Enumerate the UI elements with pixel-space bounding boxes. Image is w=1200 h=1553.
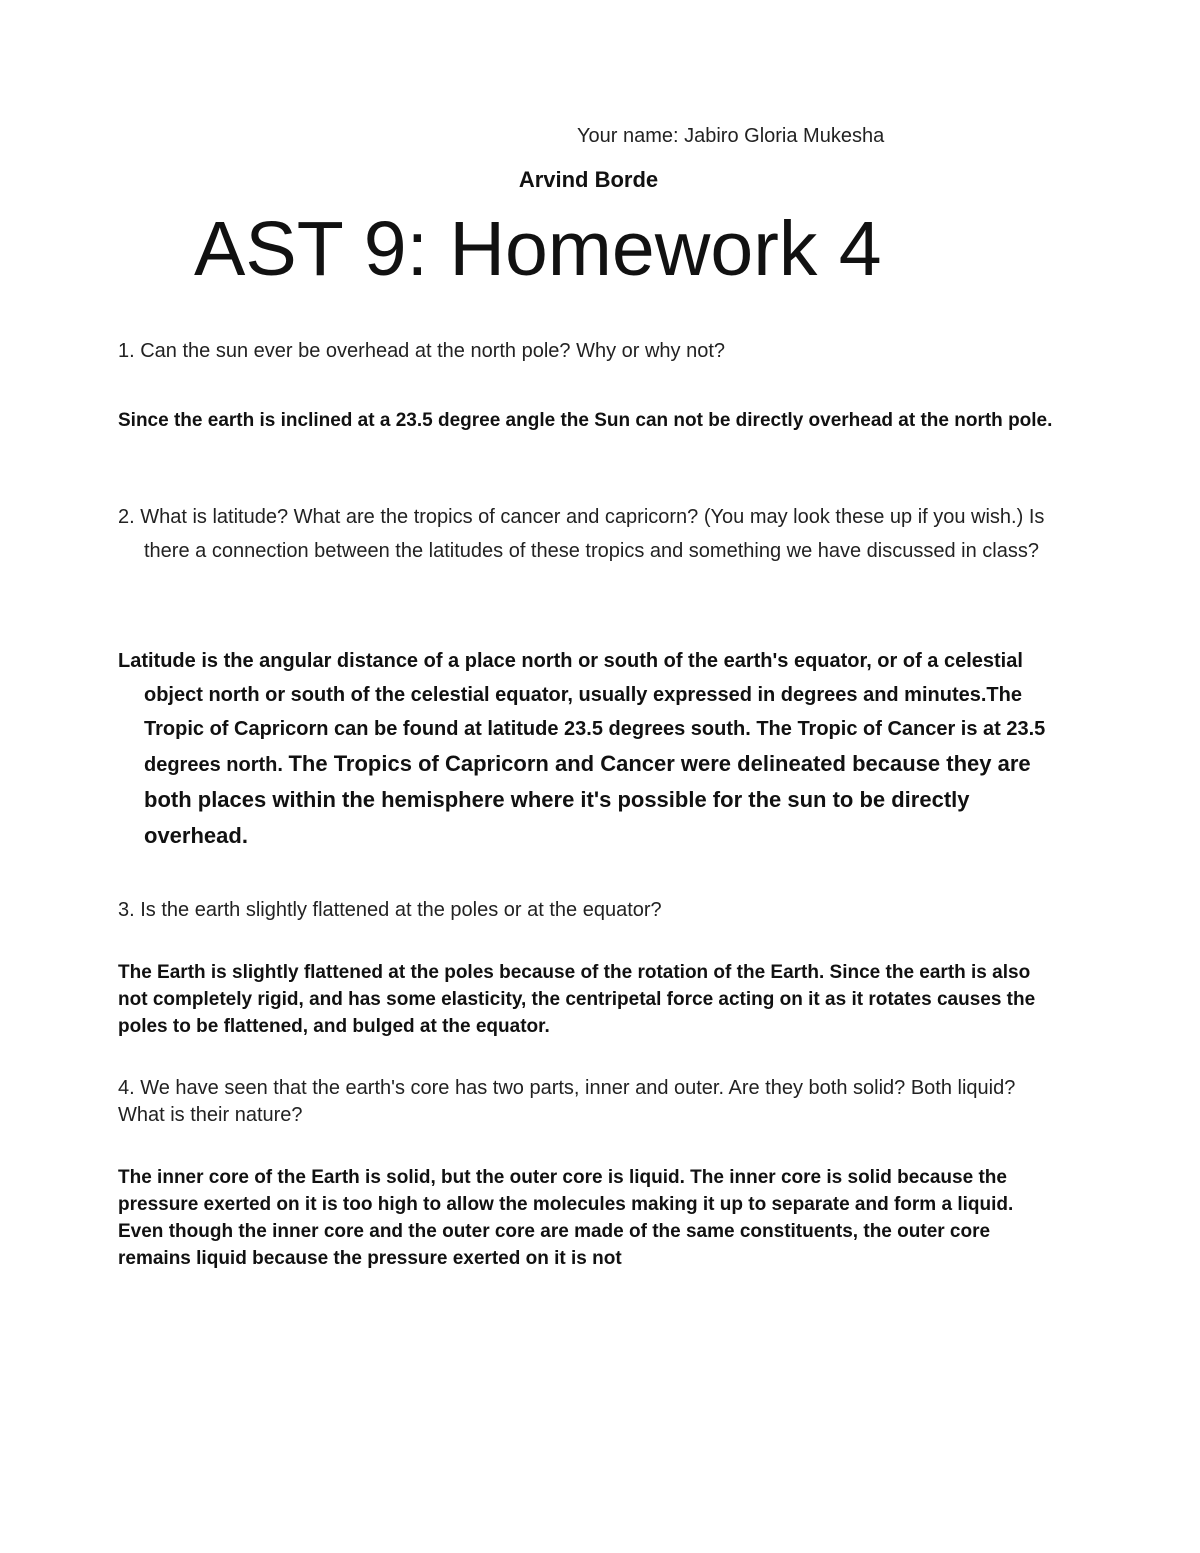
answer-2-part-2: The Tropics of Capricorn and Cancer were delineated because they are both places within the hemisphere where it's possible for the sun to be directly overhead. xyxy=(144,751,1031,848)
answer-2 xyxy=(118,644,1058,854)
question-1: 1. Can the sun ever be overhead at the north pole? Why or why not? xyxy=(118,340,726,362)
instructor-name: Arvind Borde xyxy=(518,167,659,192)
question-2: 2. What is latitude? What are the tropics of cancer and capricorn? (You may look these up if you wish.) Is there a connection between the latitudes of these tropics and something we have discussed in class? xyxy=(118,506,1045,562)
question-3: 3. Is the earth slightly flattened at the poles or at the equator? xyxy=(118,899,662,921)
answer-2-part-1: Latitude is the angular distance of a place north or south of the earth's equator, or of a celestial object north or south of the celestial equator, usually expressed in degrees and minutes.The Tropic of Capricorn can be found at latitude 23.5 degrees south. The Tropic of Cancer is at 23.5 degrees north. xyxy=(118,650,1046,776)
answer-4: The inner core of the Earth is solid, but the outer core is liquid. The inner core is solid because the pressure exerted on it is too high to allow the molecules making it up to separate and form a liquid. Even though the inner core and the outer core are made of the same constituents, the outer core remains liquid because the pressure exerted on it is not xyxy=(118,1167,1014,1269)
answer-3: The Earth is slightly flattened at the poles because of the rotation of the Earth. Since the earth is also not completely rigid, and has some elasticity, the centripetal force acting on it as it rotates causes the poles to be flattened, and bulged at the equator. xyxy=(118,962,1036,1037)
student-name: Your name: Jabiro Gloria Mukesha xyxy=(577,125,885,147)
page-title: AST 9: Homework 4 xyxy=(194,206,882,292)
question-4: 4. We have seen that the earth's core has two parts, inner and outer. Are they both solid? Both liquid? What is their nature? xyxy=(118,1077,1016,1126)
answer-1: Since the earth is inclined at a 23.5 degree angle the Sun can not be directly overhead at the north pole. xyxy=(118,410,1053,431)
